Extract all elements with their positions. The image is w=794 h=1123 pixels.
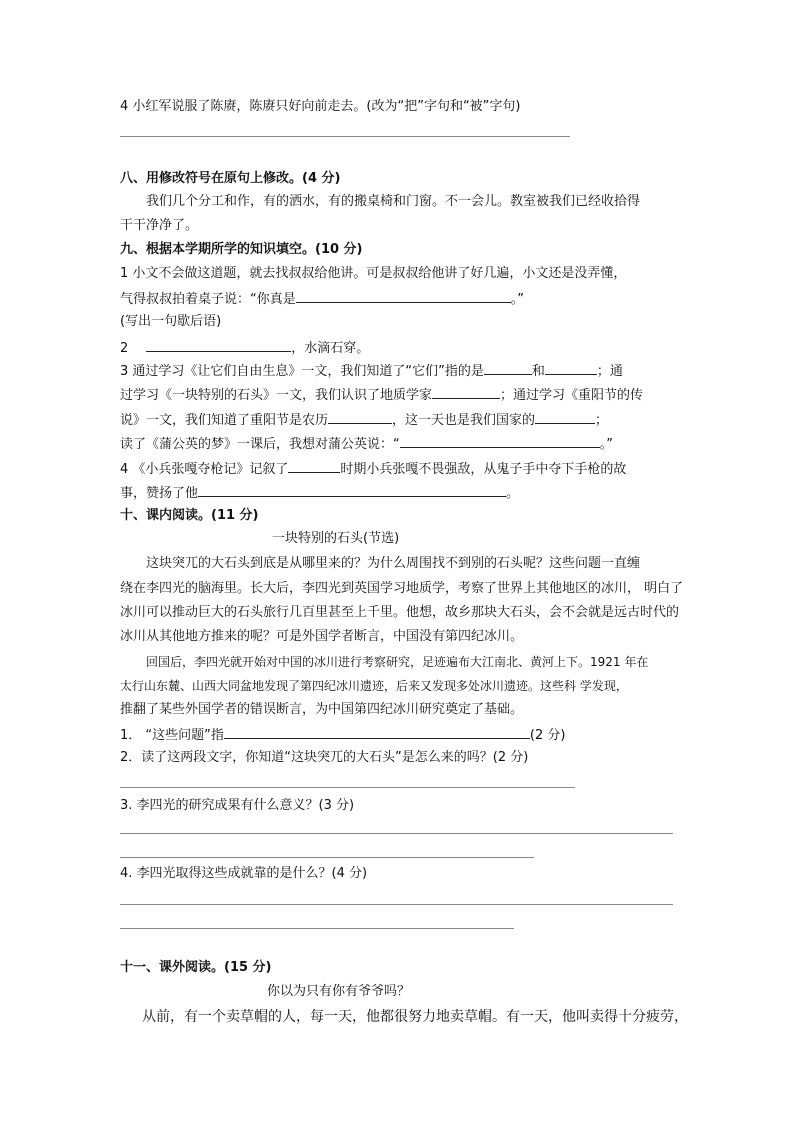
s10-para2-line1: 回国后，李四光就开始对中国的冰川进行考察研究，足迹遍布大江南北、黄河上下。1921 年在 (146, 655, 649, 669)
s9-item3-text-d: 过学习《一块特别的石头》一文，我们认识了地质学家 (120, 388, 433, 403)
s10-q4-answer-line-1[interactable] (120, 904, 673, 905)
s10-para1-line2: 绕在李四光的脑海里。长大后，李四光到英国学习地质学，考察了世界上其他地区的冰川， 明白了 (120, 581, 684, 596)
s10-question3: 3. 李四光的研究成果有什么意义？(3 分) (120, 798, 355, 813)
s9-item3-blank-3[interactable] (432, 385, 500, 399)
s10-q2-answer-line[interactable] (120, 787, 575, 788)
section11-passage-title: 你以为只有你有爷爷吗？ (267, 984, 411, 999)
s9-item3-text-h: ； (595, 413, 609, 428)
s9-item4-text-a: 4 《小兵张嘎夺枪记》记叙了 (120, 462, 289, 477)
s10-q1-blank[interactable] (224, 725, 530, 739)
s9-item3-blank-1[interactable] (484, 361, 532, 375)
section8-line2: 干干净净了。 (120, 218, 199, 233)
s9-item2-number: 2 (120, 341, 129, 356)
s9-item4-text-b: 时期小兵张嘎不畏强敌，从鬼子手中夺下手枪的故 (340, 462, 627, 477)
s9-item2-line (120, 338, 369, 358)
s10-para2-line3: 推翻了某些外国学者的错误断言，为中国第四纪冰川研究奠定了基础。 (120, 702, 524, 717)
s9-item3-text-f: 说》一文，我们知道了重阳节是农历 (120, 413, 329, 428)
q7-item4-answer-line[interactable] (120, 136, 570, 137)
s9-item4-text-c: 事，赞扬了他 (120, 486, 199, 501)
s9-item3-line1 (120, 361, 623, 381)
s9-item4-blank-1[interactable] (288, 459, 340, 473)
s9-item1-prefix: 气得叔叔拍着桌子说：“你真是 (120, 292, 296, 307)
section10-passage-title: 一块特别的石头(节选) (272, 531, 400, 546)
s9-item3-blank-5[interactable] (535, 410, 595, 424)
s9-item3-text-b: 和 (531, 364, 545, 379)
section8-heading: 八、用修改符号在原句上修改。(4 分) (120, 171, 341, 186)
s10-question1 (120, 725, 565, 745)
s9-item2-blank[interactable] (146, 338, 291, 352)
s10-para2-line2: 太行山东麓、山西大同盆地发现了第四纪冰川遗迹，后来又发现多处冰川遗迹。这些科 学发现， (120, 679, 628, 693)
s9-item2-suffix: ，水滴石穿。 (291, 341, 370, 356)
s9-item4-blank-2[interactable] (198, 483, 506, 497)
s9-item3-text-g: ，这一天也是我们国家的 (392, 413, 536, 428)
s10-q3-answer-line-1[interactable] (120, 833, 673, 834)
s9-item3-text-c: ；通 (596, 364, 623, 379)
s9-item4-line2 (120, 483, 519, 503)
s10-q3-answer-line-2[interactable] (120, 857, 534, 858)
s10-question4: 4. 李四光取得这些成就靠的是什么？(4 分) (120, 866, 368, 881)
s9-item3-blank-4[interactable] (328, 410, 392, 424)
s10-para1-line4: 冰川从其他地方推来的呢？可是外国学者断言，中国没有第四纪冰川。 (120, 629, 524, 644)
s9-item1-note: (写出一句歇后语) (120, 314, 222, 329)
section11-heading: 十一、课外阅读。(15 分) (120, 960, 272, 975)
section10-heading: 十、课内阅读。(11 分) (120, 508, 259, 523)
s10-para1-line1: 这块突兀的大石头到底是从哪里来的？为什么周围找不到别的石头呢？这些问题一直缠 (146, 556, 641, 571)
s10-q1-prefix: 1． “这些问题”指 (120, 728, 224, 743)
s10-q1-points: (2 分) (529, 728, 566, 743)
s9-item3-line4 (120, 434, 613, 454)
s9-item3-line3 (120, 410, 608, 430)
s11-para1-line1: 从前，有一个卖草帽的人，每一天，他都很努力地卖草帽。有一天，他叫卖得十分疲劳， (142, 1009, 688, 1025)
s9-item1-blank[interactable] (296, 289, 511, 303)
q7-item4-text: 4 小红军说服了陈赓，陈赓只好向前走去。(改为“把”字句和“被”字句) (120, 99, 521, 114)
s9-item1-line2 (120, 289, 524, 309)
s9-item3-blank-2[interactable] (545, 361, 597, 375)
section8-line1: 我们几个分工和作，有的洒水，有的搬桌椅和门窗。不一会儿。教室被我们已经收拾得 (146, 194, 641, 209)
section9-heading: 九、根据本学期所学的知识填空。(10 分) (120, 242, 363, 257)
s10-q4-answer-line-2[interactable] (120, 928, 514, 929)
s9-item4-text-d: 。 (506, 486, 520, 501)
s10-question2: 2．读了这两段文字，你知道“这块突兀的大石头”是怎么来的吗？(2 分) (120, 750, 529, 765)
s9-item1-suffix: 。” (510, 292, 524, 307)
s9-item3-text-a: 3 通过学习《让它们自由生息》一文，我们知道了“它们”指的是 (120, 364, 484, 379)
s9-item3-text-e: ；通过学习《重阳节的传 (500, 388, 644, 403)
s10-para1-line3: 冰川可以推动巨大的石头旅行几百里甚至上千里。他想，故乡那块大石头，会不会就是远古时代的 (120, 605, 680, 620)
s9-item3-text-j: 。” (599, 437, 613, 452)
s9-item4-line1 (120, 459, 626, 479)
s9-item1-line1: 1 小文不会做这道题，就去找叔叔给他讲。可是叔叔给他讲了好几遍，小文还是没弄懂， (120, 266, 627, 281)
s9-item3-line2 (120, 385, 643, 405)
s9-item3-blank-6[interactable] (400, 434, 600, 448)
s9-item3-text-i: 读了《蒲公英的梦》一课后，我想对蒲公英说：“ (120, 437, 400, 452)
